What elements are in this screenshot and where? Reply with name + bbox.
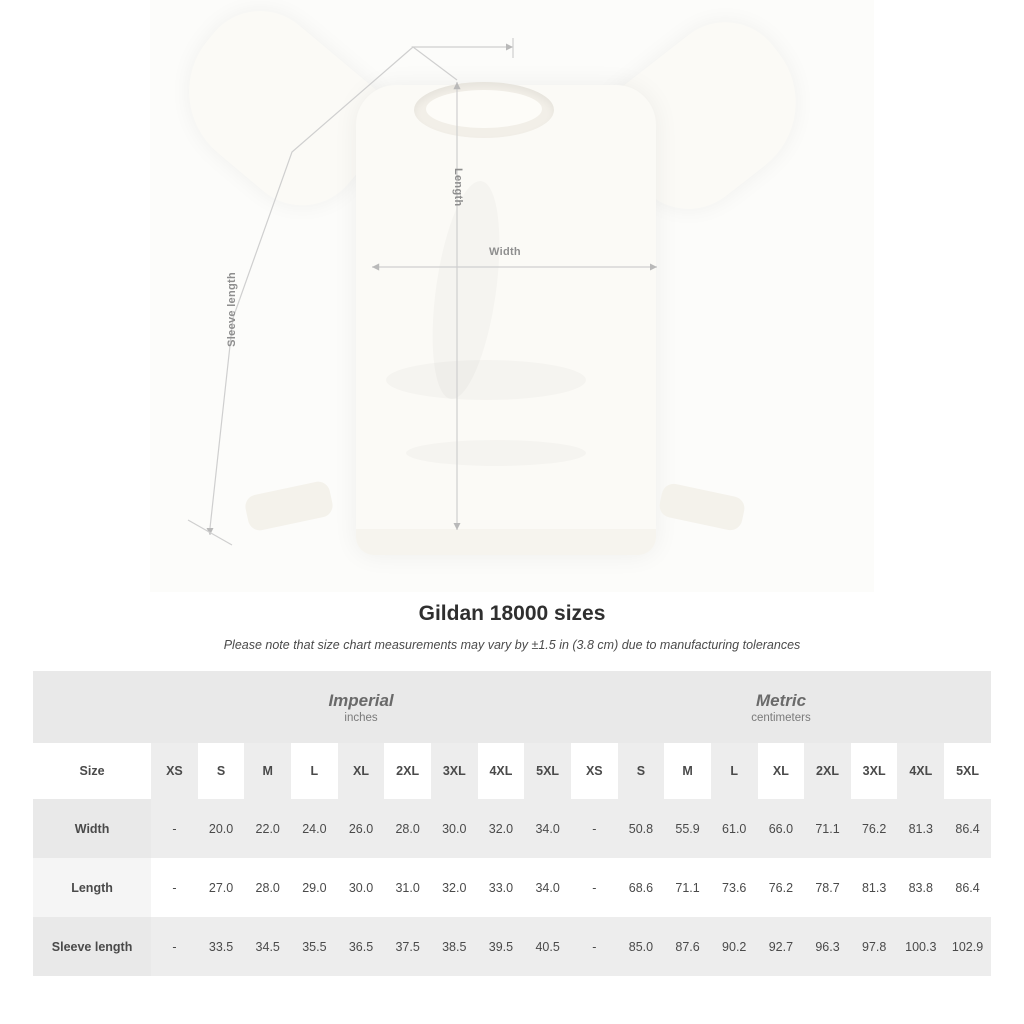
- cell-sleeve-imperial-xl: 36.5: [338, 917, 385, 976]
- header-size-imperial-l: L: [291, 743, 338, 799]
- header-size: Size: [33, 743, 151, 799]
- cell-width-imperial-s: 20.0: [198, 799, 245, 858]
- cell-width-metric-2xl: 71.1: [804, 799, 851, 858]
- cell-length-imperial-5xl: 34.0: [524, 858, 571, 917]
- header-size-imperial-5xl: 5XL: [524, 743, 571, 799]
- unit-group-metric: [571, 671, 991, 743]
- cell-width-metric-xl: 66.0: [758, 799, 805, 858]
- unit-spacer: [33, 671, 151, 743]
- size-table: [33, 671, 991, 976]
- cell-width-imperial-4xl: 32.0: [478, 799, 525, 858]
- header-size-imperial-xs: XS: [151, 743, 198, 799]
- cell-length-imperial-4xl: 33.0: [478, 858, 525, 917]
- row-label-sleeve-length: Sleeve length: [33, 917, 151, 976]
- cell-width-metric-m: 55.9: [664, 799, 711, 858]
- cell-length-metric-4xl: 83.8: [897, 858, 944, 917]
- cell-width-imperial-5xl: 34.0: [524, 799, 571, 858]
- cell-sleeve-metric-2xl: 96.3: [804, 917, 851, 976]
- cell-length-imperial-3xl: 32.0: [431, 858, 478, 917]
- cell-length-imperial-l: 29.0: [291, 858, 338, 917]
- header-size-imperial-4xl: 4XL: [478, 743, 525, 799]
- cell-sleeve-imperial-3xl: 38.5: [431, 917, 478, 976]
- header-size-imperial-s: S: [198, 743, 245, 799]
- size-chart: [33, 671, 991, 976]
- cell-length-metric-2xl: 78.7: [804, 858, 851, 917]
- cell-sleeve-imperial-xs: -: [151, 917, 198, 976]
- cell-length-metric-xs: -: [571, 858, 618, 917]
- header-size-imperial-m: M: [244, 743, 291, 799]
- unit-group-metric-name: Metric: [755, 691, 807, 711]
- cell-length-metric-3xl: 81.3: [851, 858, 898, 917]
- cell-width-imperial-m: 22.0: [244, 799, 291, 858]
- cell-length-metric-m: 71.1: [664, 858, 711, 917]
- cell-length-imperial-xs: -: [151, 858, 198, 917]
- cell-sleeve-metric-4xl: 100.3: [897, 917, 944, 976]
- header-size-metric-2xl: 2XL: [804, 743, 851, 799]
- label-sleeve-length: Sleeve length: [226, 272, 238, 347]
- cell-length-metric-s: 68.6: [618, 858, 665, 917]
- cell-sleeve-imperial-l: 35.5: [291, 917, 338, 976]
- cell-sleeve-metric-3xl: 97.8: [851, 917, 898, 976]
- cell-width-imperial-xs: -: [151, 799, 198, 858]
- cell-sleeve-metric-s: 85.0: [618, 917, 665, 976]
- cell-width-metric-3xl: 76.2: [851, 799, 898, 858]
- header-size-metric-xl: XL: [758, 743, 805, 799]
- cell-sleeve-imperial-m: 34.5: [244, 917, 291, 976]
- cell-width-imperial-l: 24.0: [291, 799, 338, 858]
- header-size-imperial-xl: XL: [338, 743, 385, 799]
- cell-length-imperial-s: 27.0: [198, 858, 245, 917]
- cell-sleeve-metric-l: 90.2: [711, 917, 758, 976]
- cell-width-metric-5xl: 86.4: [944, 799, 991, 858]
- size-header-row: [33, 743, 991, 799]
- cell-sleeve-metric-m: 87.6: [664, 917, 711, 976]
- cell-length-metric-5xl: 86.4: [944, 858, 991, 917]
- header-size-metric-m: M: [664, 743, 711, 799]
- row-label-width: Width: [33, 799, 151, 858]
- row-label-length: Length: [33, 858, 151, 917]
- header-size-metric-5xl: 5XL: [944, 743, 991, 799]
- table-row: [33, 799, 991, 858]
- cell-length-imperial-xl: 30.0: [338, 858, 385, 917]
- cell-sleeve-metric-xl: 92.7: [758, 917, 805, 976]
- page-title: Gildan 18000 sizes: [418, 602, 606, 625]
- header-size-metric-4xl: 4XL: [897, 743, 944, 799]
- unit-group-metric-unit: centimeters: [751, 711, 811, 724]
- cell-sleeve-imperial-2xl: 37.5: [384, 917, 431, 976]
- header-size-metric-l: L: [711, 743, 758, 799]
- header-size-imperial-3xl: 3XL: [431, 743, 478, 799]
- cell-length-imperial-m: 28.0: [244, 858, 291, 917]
- cell-sleeve-metric-xs: -: [571, 917, 618, 976]
- unit-group-imperial-name: Imperial: [328, 691, 394, 711]
- cell-length-metric-xl: 76.2: [758, 858, 805, 917]
- cell-width-imperial-xl: 26.0: [338, 799, 385, 858]
- header-size-metric-s: S: [618, 743, 665, 799]
- cell-sleeve-imperial-4xl: 39.5: [478, 917, 525, 976]
- cell-width-imperial-2xl: 28.0: [384, 799, 431, 858]
- cell-width-metric-4xl: 81.3: [897, 799, 944, 858]
- cell-width-imperial-3xl: 30.0: [431, 799, 478, 858]
- tolerance-note: Please note that size chart measurements may vary by ±1.5 in (3.8 cm) due to manufacturing tolerances: [223, 638, 801, 652]
- header-size-metric-3xl: 3XL: [851, 743, 898, 799]
- table-row: [33, 917, 991, 976]
- cell-length-metric-l: 73.6: [711, 858, 758, 917]
- cell-width-metric-l: 61.0: [711, 799, 758, 858]
- cell-width-metric-xs: -: [571, 799, 618, 858]
- header-size-metric-xs: XS: [571, 743, 618, 799]
- label-length: Length: [452, 168, 464, 207]
- cell-length-imperial-2xl: 31.0: [384, 858, 431, 917]
- cell-sleeve-metric-5xl: 102.9: [944, 917, 991, 976]
- label-width: Width: [489, 246, 521, 258]
- cell-sleeve-imperial-s: 33.5: [198, 917, 245, 976]
- cell-width-metric-s: 50.8: [618, 799, 665, 858]
- table-row: [33, 858, 991, 917]
- cell-sleeve-imperial-5xl: 40.5: [524, 917, 571, 976]
- unit-header-row: [33, 671, 991, 743]
- header-size-imperial-2xl: 2XL: [384, 743, 431, 799]
- unit-group-imperial-unit: inches: [344, 711, 378, 724]
- unit-group-imperial: [151, 671, 571, 743]
